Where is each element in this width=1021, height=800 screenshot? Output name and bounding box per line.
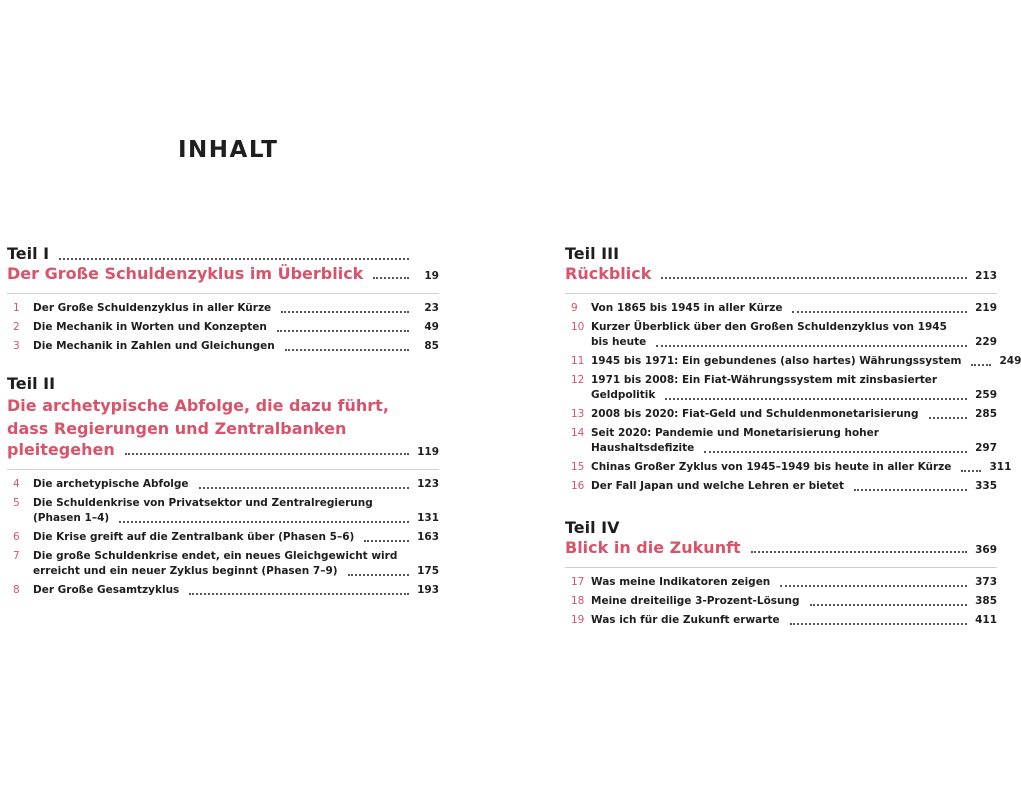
part-label-text: Teil III [565, 244, 620, 263]
chapter-title-line [591, 441, 997, 456]
dot-leader [971, 364, 991, 366]
dot-leader [373, 277, 409, 279]
chapter-number: 5 [13, 497, 20, 509]
part-label [7, 244, 439, 264]
dot-leader [285, 349, 409, 351]
dot-leader [189, 593, 409, 595]
chapter-entry[interactable] [565, 479, 997, 494]
chapter-entry[interactable] [7, 301, 439, 316]
chapter-title-line [33, 564, 439, 579]
toc-part [7, 374, 439, 598]
dot-leader [119, 521, 409, 523]
chapter-title-line [591, 301, 997, 316]
chapter-body [591, 373, 997, 403]
toc-part [565, 518, 997, 628]
dot-leader [961, 470, 981, 472]
part-label [565, 518, 997, 538]
page-number: 19 [424, 270, 439, 282]
chapter-title-line [591, 354, 1021, 369]
chapter-title-text: erreicht und ein neuer Zyklus beginnt (Phasen 7–9) [33, 565, 338, 577]
chapter-number: 9 [571, 302, 578, 314]
chapter-body [591, 301, 997, 316]
chapter-body [33, 530, 439, 545]
dot-leader [364, 540, 409, 542]
chapter-title-text: (Phasen 1–4) [33, 512, 110, 524]
chapter-body [591, 460, 1011, 475]
toc-part [7, 244, 439, 354]
chapter-title-line [591, 460, 1011, 475]
part-label-text: Teil II [7, 374, 56, 393]
chapter-number: 12 [571, 374, 585, 386]
dot-leader [656, 345, 967, 347]
part-title[interactable] [7, 264, 439, 283]
chapter-number: 13 [571, 408, 585, 420]
chapter-entry[interactable] [7, 496, 439, 526]
chapter-entry[interactable] [7, 339, 439, 354]
dot-leader [661, 277, 967, 279]
chapter-page-number: 411 [975, 614, 997, 626]
chapter-title-text: Der Große Gesamtzyklus [33, 584, 180, 596]
chapter-page-number: 311 [989, 461, 1012, 473]
part-title-line[interactable]: dass Regierungen und Zentralbanken [7, 419, 347, 438]
chapter-body [591, 320, 997, 350]
chapter-title-text: Chinas Großer Zyklus von 1945–1949 bis heute in aller Kürze [591, 461, 952, 473]
chapter-list [7, 469, 439, 598]
chapter-title-text: Die Schuldenkrise von Privatsektor und Zentralregierung [33, 497, 373, 509]
chapter-body [33, 339, 439, 354]
dot-leader [751, 551, 967, 553]
chapter-title-line [591, 594, 997, 609]
chapter-title-line [591, 407, 997, 422]
chapter-title-line [33, 477, 439, 492]
chapter-page-number: 131 [417, 512, 439, 524]
chapter-title-line [33, 301, 439, 316]
chapter-body [33, 320, 439, 335]
chapter-title-text: Seit 2020: Pandemie und Monetarisierung hoher [591, 427, 879, 439]
chapter-page-number: 259 [975, 389, 997, 401]
chapter-title-line [591, 575, 997, 590]
chapter-body [33, 496, 439, 526]
toc-part [565, 244, 1021, 494]
chapter-entry[interactable] [565, 426, 997, 456]
dot-leader [810, 604, 967, 606]
chapter-title-line [591, 388, 997, 403]
dot-leader [665, 398, 967, 400]
part-label-text: Teil I [7, 244, 50, 263]
chapter-number: 2 [13, 321, 20, 333]
chapter-title-line [33, 583, 439, 598]
page-number: 369 [975, 544, 997, 556]
chapter-number: 15 [571, 461, 585, 473]
chapter-title-line [33, 549, 439, 564]
chapter-title-text: Kurzer Überblick über den Großen Schuldenzyklus von 1945 [591, 321, 947, 333]
chapter-number: 1 [13, 302, 20, 314]
chapter-page-number: 335 [975, 480, 997, 492]
dot-leader [199, 487, 409, 489]
dot-leader [348, 574, 409, 576]
chapter-body [33, 301, 439, 316]
chapter-page-number: 385 [975, 595, 997, 607]
part-title[interactable] [7, 440, 439, 459]
page-number: 213 [975, 270, 997, 282]
chapter-title-line [33, 339, 439, 354]
chapter-body [591, 407, 997, 422]
dot-leader [790, 623, 967, 625]
chapter-page-number: 49 [424, 321, 439, 333]
dot-leader [704, 451, 967, 453]
chapter-title-text: Die große Schuldenkrise endet, ein neues Gleichgewicht wird [33, 550, 398, 562]
chapter-entry[interactable] [7, 583, 439, 598]
toc-left-column [7, 244, 439, 614]
chapter-number: 3 [13, 340, 20, 352]
chapter-entry[interactable] [565, 320, 997, 350]
chapter-entry[interactable] [7, 549, 439, 579]
chapter-list [565, 293, 1021, 494]
chapter-number: 4 [13, 478, 20, 490]
dot-leader [854, 489, 967, 491]
chapter-title-text: Die Mechanik in Worten und Konzepten [33, 321, 267, 333]
chapter-entry[interactable] [7, 477, 439, 492]
chapter-number: 8 [13, 584, 20, 596]
chapter-title-text: 1971 bis 2008: Ein Fiat-Währungssystem mit zinsbasierter [591, 374, 938, 386]
chapter-page-number: 163 [417, 531, 439, 543]
chapter-entry[interactable] [565, 575, 997, 590]
chapter-body [591, 594, 997, 609]
part-title-text: Der Große Schuldenzyklus im Überblick [7, 264, 364, 283]
chapter-body [33, 583, 439, 598]
chapter-title-text: Der Große Schuldenzyklus in aller Kürze [33, 302, 272, 314]
chapter-page-number: 373 [975, 576, 997, 588]
page-title: INHALT [178, 137, 279, 163]
chapter-page-number: 123 [417, 478, 439, 490]
chapter-page-number: 219 [975, 302, 997, 314]
chapter-title-line [591, 426, 997, 441]
chapter-title-line [33, 320, 439, 335]
chapter-list [565, 567, 997, 628]
chapter-title-line [591, 373, 997, 388]
chapter-entry[interactable] [565, 354, 1021, 369]
part-label [565, 244, 997, 264]
chapter-number: 6 [13, 531, 20, 543]
page-number: 119 [417, 446, 439, 458]
dot-leader [125, 453, 409, 455]
chapter-title-text: 1945 bis 1971: Ein gebundenes (also hartes) Währungssystem [591, 355, 962, 367]
chapter-title-text: Von 1865 bis 1945 in aller Kürze [591, 302, 783, 314]
chapter-page-number: 285 [975, 408, 997, 420]
chapter-title-text: Die Mechanik in Zahlen und Gleichungen [33, 340, 275, 352]
chapter-list [7, 293, 439, 354]
part-title-line[interactable]: Die archetypische Abfolge, die dazu führt, [7, 396, 389, 415]
part-label [7, 374, 439, 394]
chapter-body [591, 426, 997, 456]
chapter-number: 18 [571, 595, 585, 607]
chapter-title-text: Haushaltsdefizite [591, 442, 695, 454]
chapter-page-number: 229 [975, 336, 997, 348]
chapter-body [33, 549, 439, 579]
chapter-page-number: 193 [417, 584, 439, 596]
chapter-entry[interactable] [7, 320, 439, 335]
chapter-page-number: 297 [975, 442, 997, 454]
toc-right-column [565, 244, 1021, 644]
chapter-entry[interactable] [565, 460, 1012, 475]
chapter-title-text: Geldpolitik [591, 389, 656, 401]
part-title-text: Blick in die Zukunft [565, 538, 741, 557]
chapter-title-text: Die Krise greift auf die Zentralbank über (Phasen 5–6) [33, 531, 355, 543]
chapter-title-line [591, 320, 997, 335]
chapter-body [591, 613, 997, 628]
part-label-text: Teil IV [565, 518, 620, 537]
dot-leader [929, 417, 967, 419]
chapter-title-line [591, 613, 997, 628]
chapter-entry[interactable] [565, 594, 997, 609]
chapter-entry[interactable] [565, 301, 997, 316]
chapter-body [591, 479, 997, 494]
chapter-title-text: Die archetypische Abfolge [33, 478, 189, 490]
chapter-entry[interactable] [565, 613, 997, 628]
chapter-title-text: Meine dreiteilige 3-Prozent-Lösung [591, 595, 800, 607]
chapter-entry[interactable] [565, 407, 997, 422]
chapter-page-number: 175 [417, 565, 439, 577]
chapter-number: 7 [13, 550, 20, 562]
chapter-page-number: 85 [424, 340, 439, 352]
chapter-number: 17 [571, 576, 585, 588]
chapter-body [591, 575, 997, 590]
chapter-title-text: Der Fall Japan und welche Lehren er bietet [591, 480, 844, 492]
chapter-title-text: Was ich für die Zukunft erwarte [591, 614, 780, 626]
chapter-title-line [33, 496, 439, 511]
chapter-entry[interactable] [7, 530, 439, 545]
chapter-title-line [591, 335, 997, 350]
part-title-text: Rückblick [565, 264, 652, 283]
dot-leader [281, 311, 409, 313]
chapter-page-number: 249 [999, 355, 1021, 367]
part-title-text: pleitegehen [7, 440, 115, 459]
chapter-number: 16 [571, 480, 585, 492]
chapter-title-line [33, 530, 439, 545]
chapter-title-line [33, 511, 439, 526]
chapter-page-number: 23 [424, 302, 439, 314]
chapter-body [591, 354, 1021, 369]
chapter-number: 10 [571, 321, 585, 333]
chapter-number: 11 [571, 355, 585, 367]
part-title[interactable] [565, 264, 997, 283]
chapter-title-text: Was meine Indikatoren zeigen [591, 576, 771, 588]
dot-leader [792, 311, 967, 313]
chapter-number: 14 [571, 427, 585, 439]
chapter-number: 19 [571, 614, 585, 626]
chapter-body [33, 477, 439, 492]
chapter-title-line [591, 479, 997, 494]
dot-leader [780, 585, 967, 587]
part-title[interactable] [565, 538, 997, 557]
chapter-title-text: 2008 bis 2020: Fiat-Geld und Schuldenmonetarisierung [591, 408, 919, 420]
chapter-title-text: bis heute [591, 336, 647, 348]
dot-leader [277, 330, 409, 332]
chapter-entry[interactable] [565, 373, 997, 403]
dot-leader [59, 258, 409, 260]
